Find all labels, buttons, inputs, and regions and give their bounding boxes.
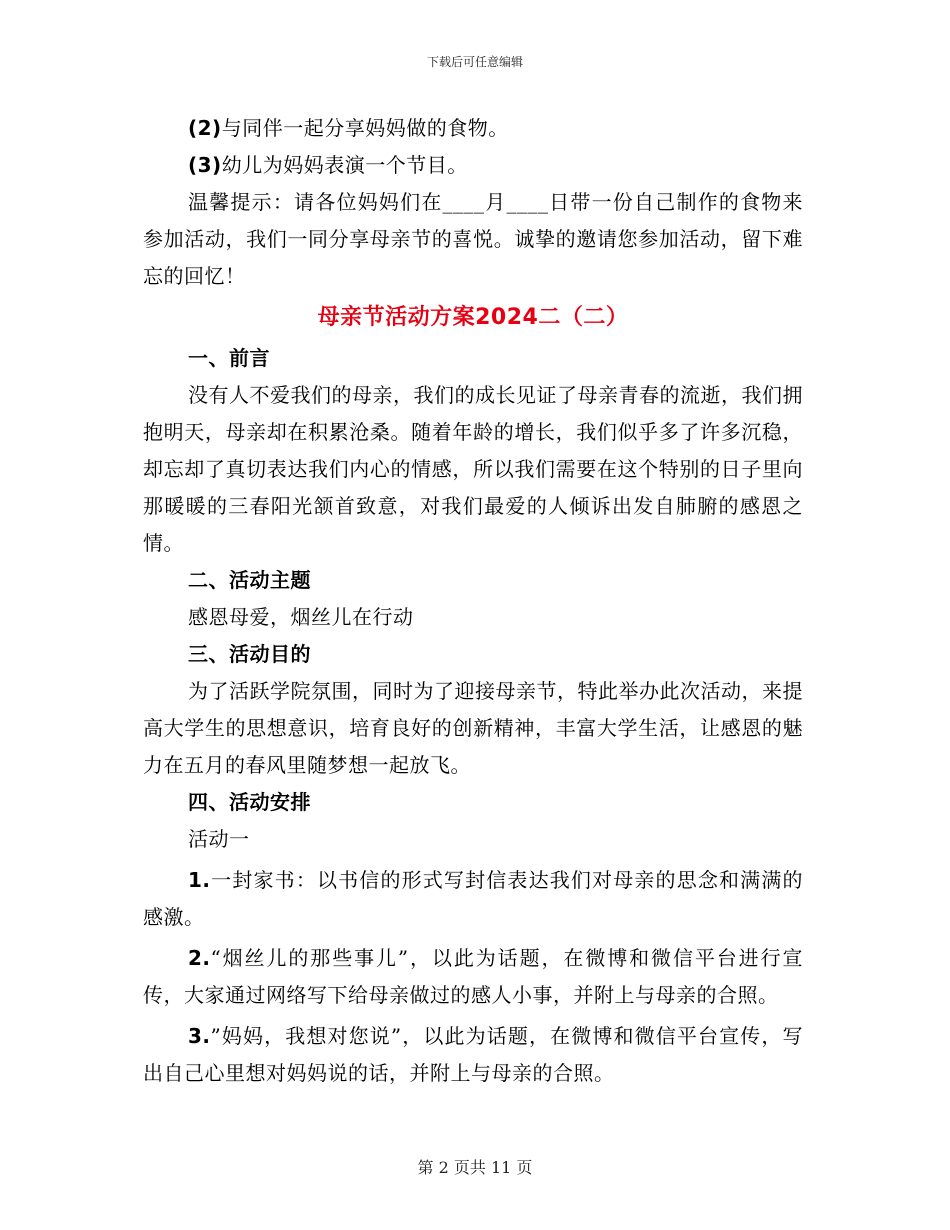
preface-paragraph: 没有人不爱我们的母亲，我们的成长见证了母亲青春的流逝，我们拥抱明天，母亲却在积累沧桑。随着年龄的增长，我们似乎多了许多沉稳，却忘却了真切表达我们内心的情感，所以我们需要在这个特别的日子里向那暖暖的三春阳光颔首致意，对我们最爱的人倾诉出发自肺腑的感恩之情。 [143, 383, 803, 555]
item-text: 幼儿为妈妈表演一个节目。 [221, 153, 468, 177]
item-number: (2) [188, 116, 222, 140]
item-text: 与同伴一起分享妈妈做的食物。 [221, 116, 509, 140]
item-number: (3) [188, 153, 222, 177]
heading-arrangement: 四、活动安排 [188, 790, 311, 814]
page-header: 下载后可任意编辑 [426, 55, 523, 69]
page-footer: 第 2 页共 11 页 [417, 1158, 533, 1177]
document-body [143, 110, 803, 1092]
activity-one-label: 活动一 [188, 827, 250, 851]
section-title: 母亲节活动方案2024二（二） [317, 305, 629, 330]
purpose-paragraph: 为了活跃学院氛围，同时为了迎接母亲节，特此举办此次活动，来提高大学生的思想意识，培育良好的创新精神，丰富大学生活，让感恩的魅力在五月的春风里随梦想一起放飞。 [143, 679, 803, 777]
arrangement-item-1 [143, 862, 803, 936]
arrangement-item-2 [143, 940, 803, 1014]
list-item-2 [143, 110, 803, 147]
item-number: 1. [188, 868, 211, 892]
theme-paragraph: 感恩母爱，烟丝儿在行动 [188, 605, 414, 629]
heading-theme: 二、活动主题 [188, 568, 311, 592]
heading-purpose: 三、活动目的 [188, 642, 311, 666]
item-number: 2. [188, 946, 211, 970]
heading-preface: 一、前言 [188, 346, 270, 370]
item-number: 3. [188, 1024, 211, 1048]
item-text: 一封家书：以书信的形式写封信表达我们对母亲的思念和满满的感激。 [143, 868, 803, 929]
arrangement-item-3 [143, 1018, 803, 1092]
list-item-3 [143, 147, 803, 184]
reminder-paragraph: 温馨提示：请各位妈妈们在____月____日带一份自己制作的食物来参加活动，我们一同分享母亲节的喜悦。诚挚的邀请您参加活动，留下难忘的回忆！ [143, 190, 803, 288]
item-text: ”妈妈，我想对您说”，以此为话题，在微博和微信平台宣传，写出自己心里想对妈妈说的话，并附上与母亲的合照。 [143, 1024, 803, 1085]
item-text: “烟丝儿的那些事儿”，以此为话题，在微博和微信平台进行宣传，大家通过网络写下给母亲做过的感人小事，并附上与母亲的合照。 [143, 946, 803, 1007]
